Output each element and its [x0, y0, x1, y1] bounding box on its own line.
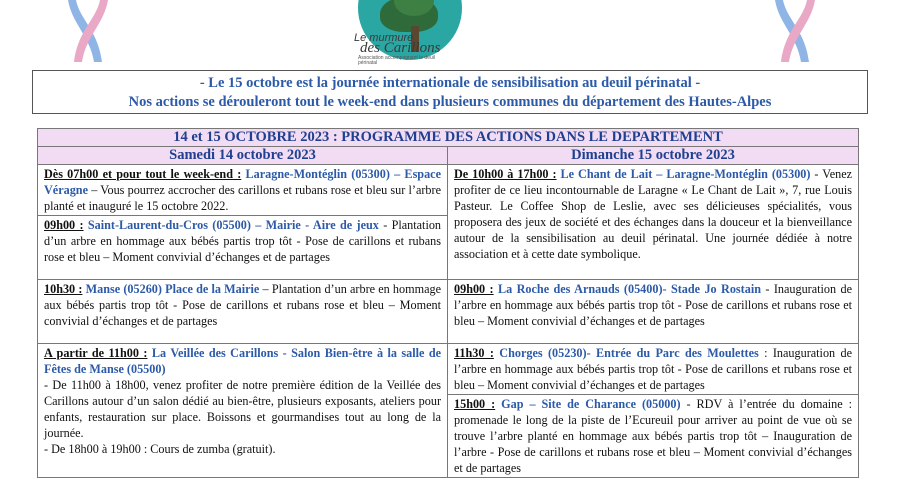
logo-text-line3: Association accompagnant le deuil périnatal [358, 55, 435, 66]
banner-line-2: Nos actions se dérouleront tout le week-end dans plusieurs communes du département des Hautes-Alpes [128, 94, 772, 110]
awareness-ribbon-icon [58, 0, 118, 62]
event-sun-1: De 10h00 à 17h00 : Le Chant de Lait – Laragne-Montéglin (05300) - Venez profiter de ce lieu incontournable de Laragne « Le Chant de Lait », 7, rue Louis Pasteur. Le Coffee Shop de Leslie, avec ses délicieuses spécialités, vous proposera des jeux de société et des échanges dans la douceur et la bienveillance autour de la sensibilisation au deuil périnatal. Une journée dédiée à notre association et à cette date symbolique. [448, 165, 859, 280]
day-header-sunday: Dimanche 15 octobre 2023 [448, 147, 859, 165]
event-sat-1: Dès 07h00 et pour tout le week-end : Laragne-Montéglin (05300) – Espace Véragne – Vous pourrez accrocher des carillons et rubans rose et bleu sur l’arbre planté et inauguré le 15 octobre 2022. [38, 165, 448, 216]
association-logo [336, 0, 496, 66]
awareness-ribbon-icon [765, 0, 825, 62]
logo-text-line2: des Carillons [360, 40, 441, 56]
program-title: 14 et 15 OCTOBRE 2023 : PROGRAMME DES ACTIONS DANS LE DEPARTEMENT [38, 129, 859, 147]
event-sun-2: 09h00 : La Roche des Arnauds (05400)- Stade Jo Rostain - Inauguration de l’arbre en hommage aux bébés partis trop tôt - Pose de carillons et rubans rose et bleu – Moment convivial d’échanges et de partages [448, 280, 859, 344]
event-sat-4: A partir de 11h00 : La Veillée des Carillons - Salon Bien-être à la salle de Fêtes de Manse (05500) - De 11h00 à 18h00, venez profiter de notre première édition de la Veillée des Carillons autour d’un salon dédié au bien-être, plusieurs exposants, ateliers pour enfants, restauration sur place. Boissons et gourmandises tout au long de la journée. - De 18h00 à 19h00 : Cours de zumba (gratuit). [38, 344, 448, 478]
event-sun-3: 11h30 : Chorges (05230)- Entrée du Parc des Moulettes : Inauguration de l’arbre en hommage aux bébés partis trop tôt - Pose de carillons et rubans rose et bleu – Moment convivial d’échanges et de partages [448, 344, 859, 395]
event-sat-2: 09h00 : Saint-Laurent-du-Cros (05500) – Mairie - Aire de jeux - Plantation d’un arbre en hommage aux bébés partis trop tôt - Pose de carillons et rubans rose et bleu – Moment convivial d’échanges et de partages [38, 216, 448, 280]
event-sun-4: 15h00 : Gap – Site de Charance (05000) - RDV à l’entrée du domaine : promenade le long de la piste de l’Ecureuil pour arriver au point de vue où se trouve l’arbre planté en hommage aux bébés partis trop tôt – Inauguration de l’arbre - Pose de carillons et rubans rose et bleu – Moment convivial d’échanges et de partages [448, 395, 859, 478]
event-sat-3: 10h30 : Manse (05260) Place de la Mairie – Plantation d’un arbre en hommage aux bébés partis trop tôt - Pose de carillons et rubans rose et bleu – Moment convivial d’échanges et de partages [38, 280, 448, 344]
program-table [37, 128, 859, 478]
announcement-banner [32, 70, 868, 114]
banner-line-1: - Le 15 octobre est la journée internationale de sensibilisation au deuil périnatal - [199, 75, 701, 91]
logo-text-line1: Le murmure [354, 32, 414, 44]
day-header-saturday: Samedi 14 octobre 2023 [38, 147, 448, 165]
